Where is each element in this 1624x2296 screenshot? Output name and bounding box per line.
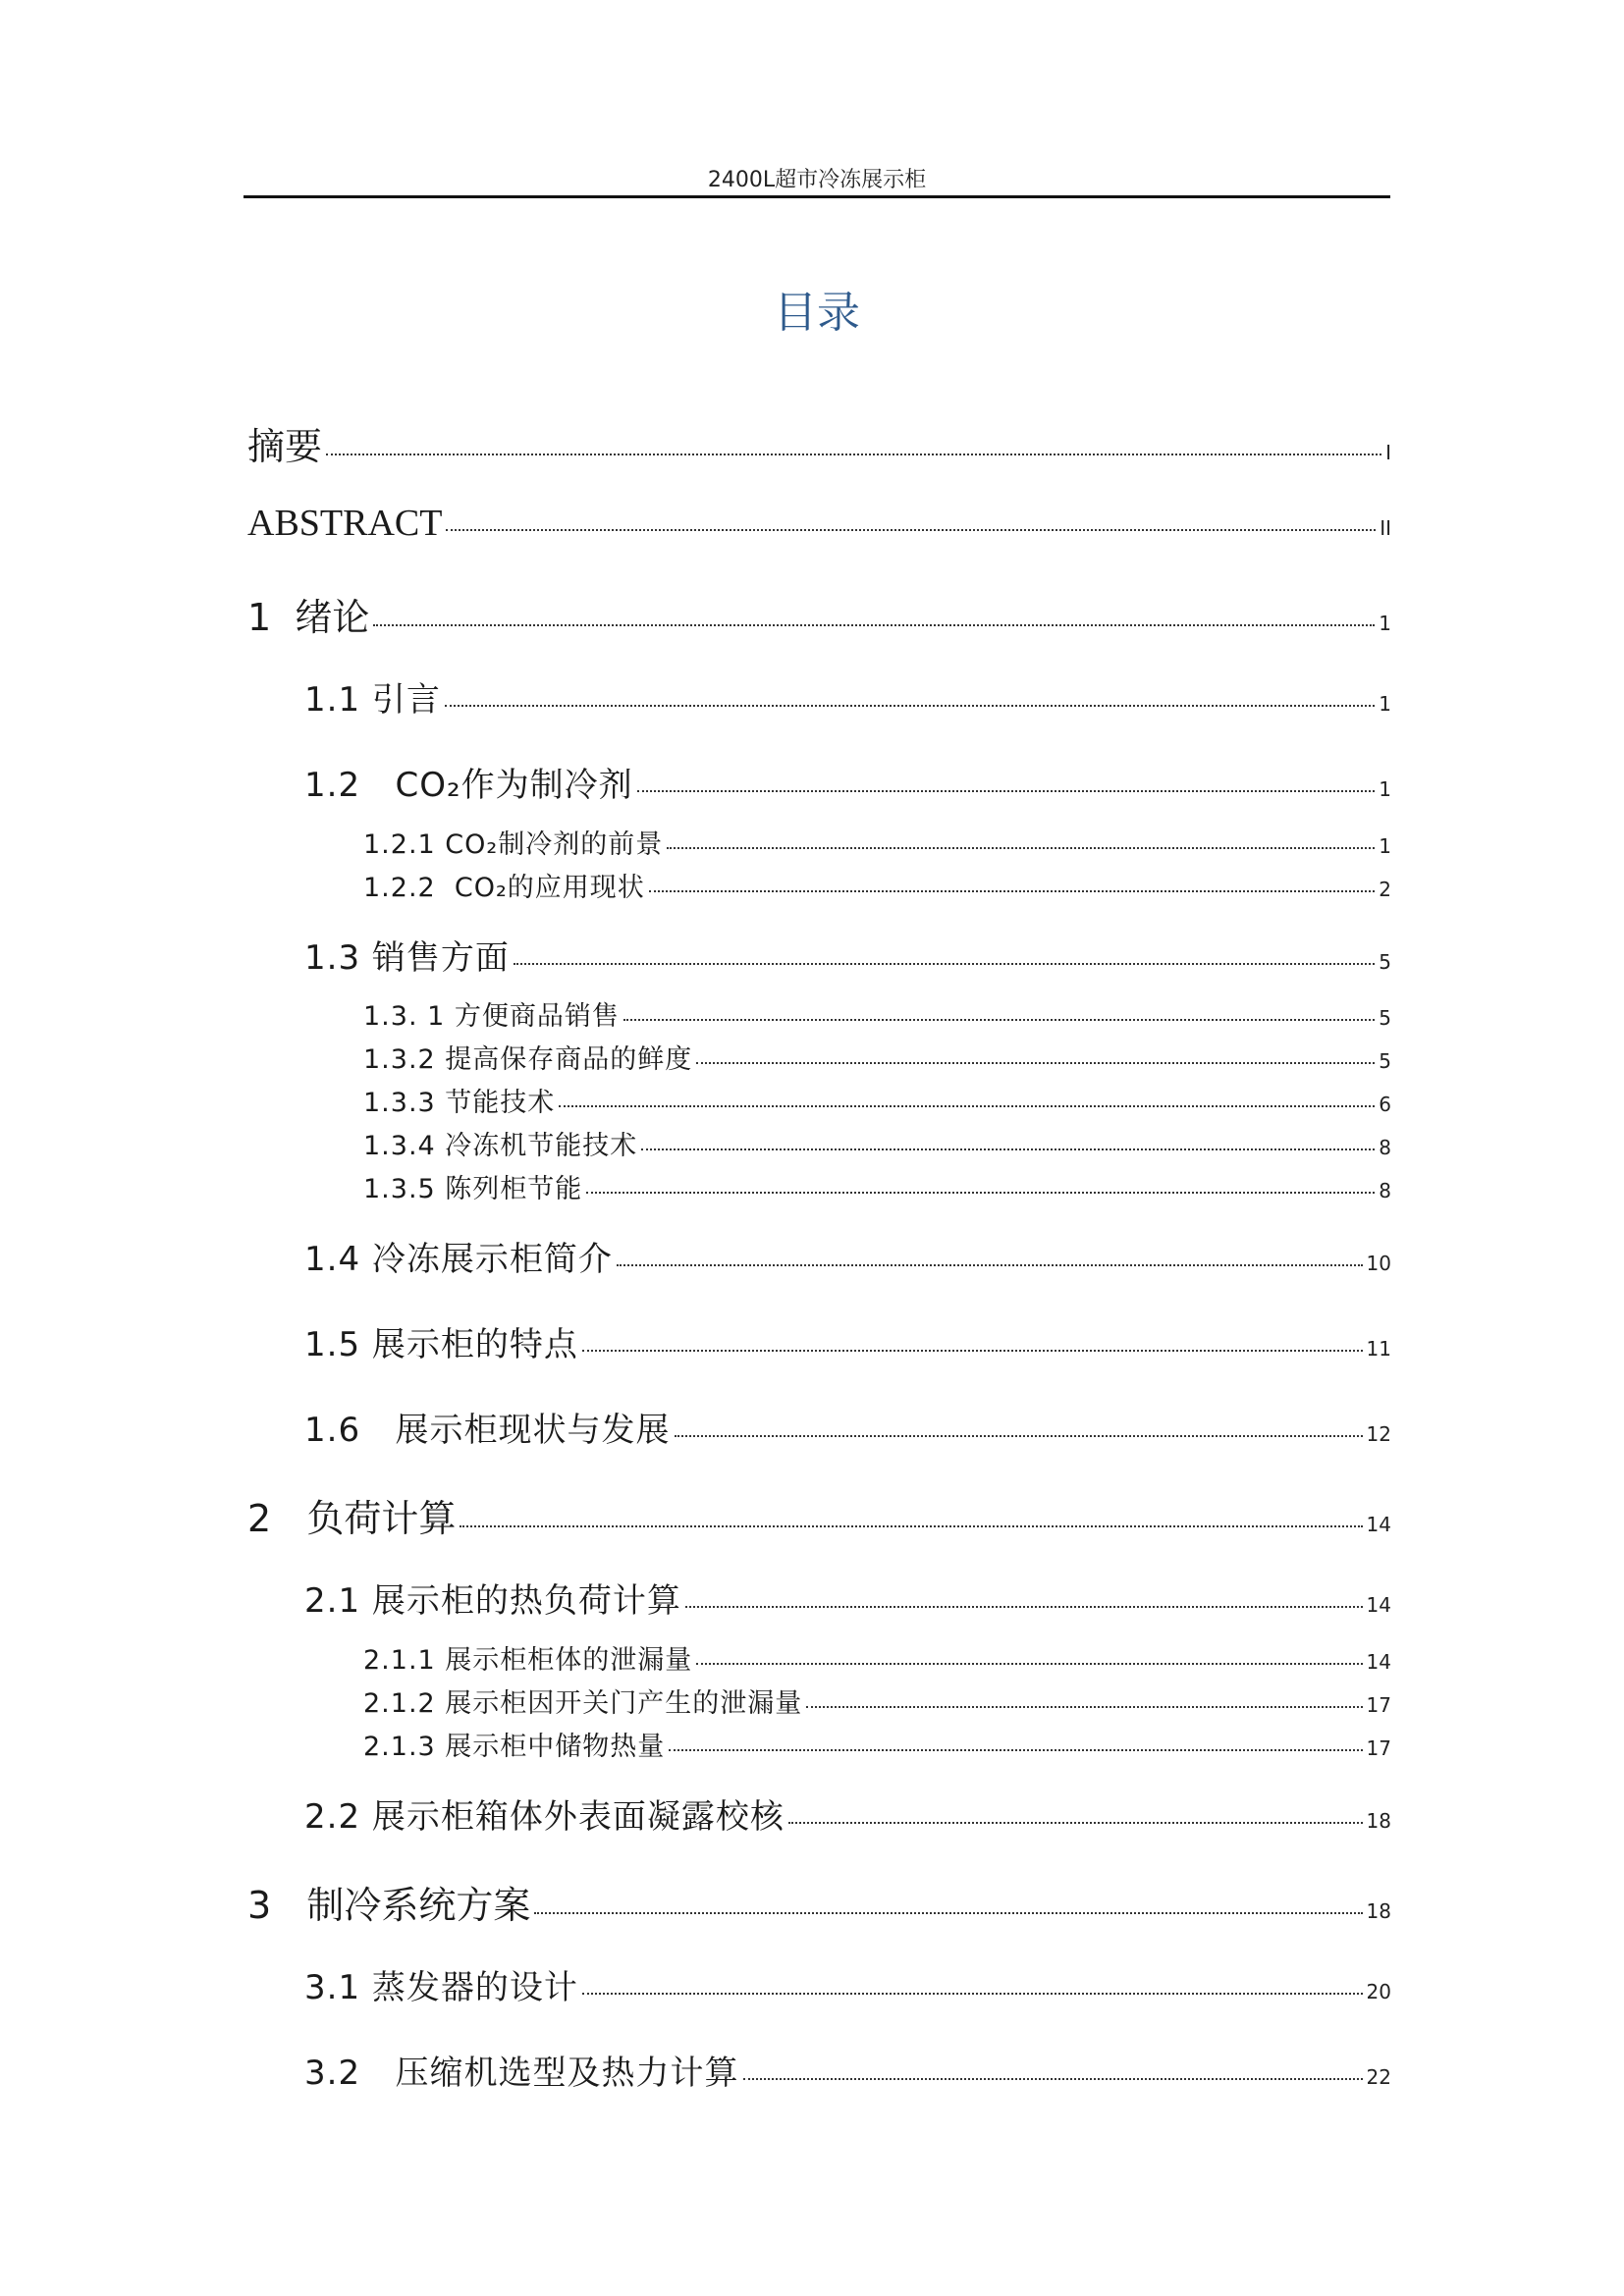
toc-entry-label: 2.1.3 展示柜中储物热量	[363, 1732, 666, 1762]
toc-entry[interactable]	[363, 866, 1391, 913]
toc-entry-label: ABSTRACT	[247, 503, 443, 544]
toc-entry-label: 1.2.2 CO₂的应用现状	[363, 873, 645, 903]
toc-entry-page: 5	[1379, 1006, 1391, 1030]
dot-leader	[669, 1749, 1362, 1751]
dot-leader	[696, 1062, 1375, 1064]
toc-entry-page: II	[1380, 516, 1391, 540]
toc-entry-page: 6	[1379, 1093, 1391, 1116]
dot-leader	[696, 1663, 1362, 1665]
toc-entry[interactable]	[304, 1403, 1391, 1450]
toc-entry-page: 18	[1366, 1899, 1391, 1923]
dot-leader	[582, 1350, 1363, 1352]
toc-entry[interactable]	[363, 1124, 1391, 1171]
toc-entry[interactable]	[363, 1725, 1391, 1772]
toc-entry[interactable]	[363, 1167, 1391, 1214]
toc-entry-label: 2.1.2 展示柜因开关门产生的泄漏量	[363, 1688, 803, 1719]
dot-leader	[460, 1525, 1362, 1527]
toc-entry[interactable]	[304, 1317, 1391, 1364]
toc-entry[interactable]	[247, 502, 1391, 549]
dot-leader	[559, 1105, 1375, 1107]
toc-entry-label: 1.3. 1 方便商品销售	[363, 1001, 620, 1032]
running-header: 2400L超市冷冻展示柜	[707, 168, 927, 192]
toc-title: 目录	[774, 288, 860, 338]
dot-leader	[675, 1435, 1363, 1437]
toc-entry-page: 10	[1366, 1252, 1391, 1275]
toc-entry-page: 18	[1366, 1809, 1391, 1833]
dot-leader	[623, 1019, 1375, 1021]
dot-leader	[743, 2078, 1363, 2080]
toc-entry-label: 1 绪论	[247, 596, 370, 639]
toc-entry[interactable]	[363, 823, 1391, 870]
toc-entry-page: 14	[1366, 1593, 1391, 1617]
toc-entry-label: 1.4 冷冻展示柜简介	[304, 1240, 613, 1279]
toc-entry-page: 1	[1379, 612, 1391, 635]
toc-entry-page: 22	[1366, 2065, 1391, 2089]
dot-leader	[649, 890, 1375, 892]
toc-entry[interactable]	[304, 931, 1391, 978]
toc-entry-page: 5	[1379, 950, 1391, 974]
toc-entry[interactable]	[247, 1488, 1391, 1540]
toc-entry-page: 20	[1366, 1980, 1391, 2003]
toc-entry-page: 8	[1379, 1136, 1391, 1159]
toc-entry[interactable]	[304, 2046, 1391, 2093]
toc-entry[interactable]	[363, 1081, 1391, 1128]
toc-entry-label: 2.1 展示柜的热负荷计算	[304, 1581, 681, 1621]
toc-entry-label: 1.3.3 节能技术	[363, 1088, 556, 1118]
toc-entry[interactable]	[304, 1960, 1391, 2007]
dot-leader	[373, 624, 1375, 626]
toc-entry[interactable]	[363, 1638, 1391, 1685]
dot-leader	[446, 529, 1376, 531]
dot-leader	[534, 1912, 1362, 1914]
toc-entry-label: 1.3.4 冷冻机节能技术	[363, 1131, 638, 1161]
toc-entry-page: 14	[1366, 1650, 1391, 1674]
dot-leader	[788, 1822, 1363, 1824]
dot-leader	[445, 705, 1375, 707]
toc-entry[interactable]	[304, 1574, 1391, 1621]
toc-entry-page: 17	[1366, 1693, 1391, 1717]
toc-entry-label: 2.1.1 展示柜柜体的泄漏量	[363, 1645, 693, 1676]
toc-entry[interactable]	[247, 416, 1391, 468]
toc-entry[interactable]	[304, 1232, 1391, 1279]
toc-entry-page: 2	[1379, 878, 1391, 901]
toc-entry-label: 1.1 引言	[304, 680, 441, 720]
toc-entry[interactable]	[363, 994, 1391, 1041]
dot-leader	[641, 1148, 1375, 1150]
toc-entry[interactable]	[304, 758, 1391, 805]
dot-leader	[326, 454, 1381, 455]
dot-leader	[685, 1606, 1363, 1608]
toc-entry-label: 1.3.5 陈列柜节能	[363, 1174, 583, 1204]
toc-entry-label: 3.2 压缩机选型及热力计算	[304, 2054, 739, 2093]
dot-leader	[582, 1993, 1363, 1995]
toc-entry[interactable]	[247, 587, 1391, 639]
toc-entry-page: 12	[1366, 1422, 1391, 1446]
toc-entry-label: 1.3.2 提高保存商品的鲜度	[363, 1044, 693, 1075]
toc-entry[interactable]	[247, 1875, 1391, 1927]
dot-leader	[617, 1264, 1363, 1266]
toc-entry-page: 17	[1366, 1736, 1391, 1760]
toc-entry-label: 3.1 蒸发器的设计	[304, 1968, 578, 2007]
dot-leader	[514, 963, 1375, 965]
toc-entry-page: 1	[1379, 777, 1391, 801]
toc-entry-label: 1.2.1 CO₂制冷剂的前景	[363, 829, 664, 860]
toc-entry-label: 2.2 展示柜箱体外表面凝露校核	[304, 1797, 785, 1837]
toc-entry-page: 1	[1379, 692, 1391, 716]
toc-entry[interactable]	[363, 1682, 1391, 1729]
toc-entry-page: 14	[1366, 1513, 1391, 1536]
toc-entry-label: 摘要	[247, 425, 323, 468]
toc-entry[interactable]	[304, 672, 1391, 720]
toc-entry-label: 1.3 销售方面	[304, 938, 510, 978]
toc-entry[interactable]	[363, 1038, 1391, 1085]
toc-entry-label: 1.6 展示柜现状与发展	[304, 1411, 671, 1450]
dot-leader	[637, 790, 1376, 792]
toc-entry-label: 2 负荷计算	[247, 1497, 457, 1540]
dot-leader	[586, 1192, 1375, 1194]
toc-entry-page: 8	[1379, 1179, 1391, 1202]
toc-entry-label: 3 制冷系统方案	[247, 1884, 531, 1927]
dot-leader	[806, 1706, 1362, 1708]
toc-entry-page: 1	[1379, 834, 1391, 858]
toc-entry-page: 5	[1379, 1049, 1391, 1073]
toc-entry-label: 1.5 展示柜的特点	[304, 1325, 578, 1364]
toc-entry-label: 1.2 CO₂作为制冷剂	[304, 766, 633, 805]
toc-entry-page: 11	[1366, 1337, 1391, 1361]
dot-leader	[667, 847, 1375, 849]
toc-entry-page: I	[1385, 441, 1391, 464]
toc-entry[interactable]	[304, 1789, 1391, 1837]
